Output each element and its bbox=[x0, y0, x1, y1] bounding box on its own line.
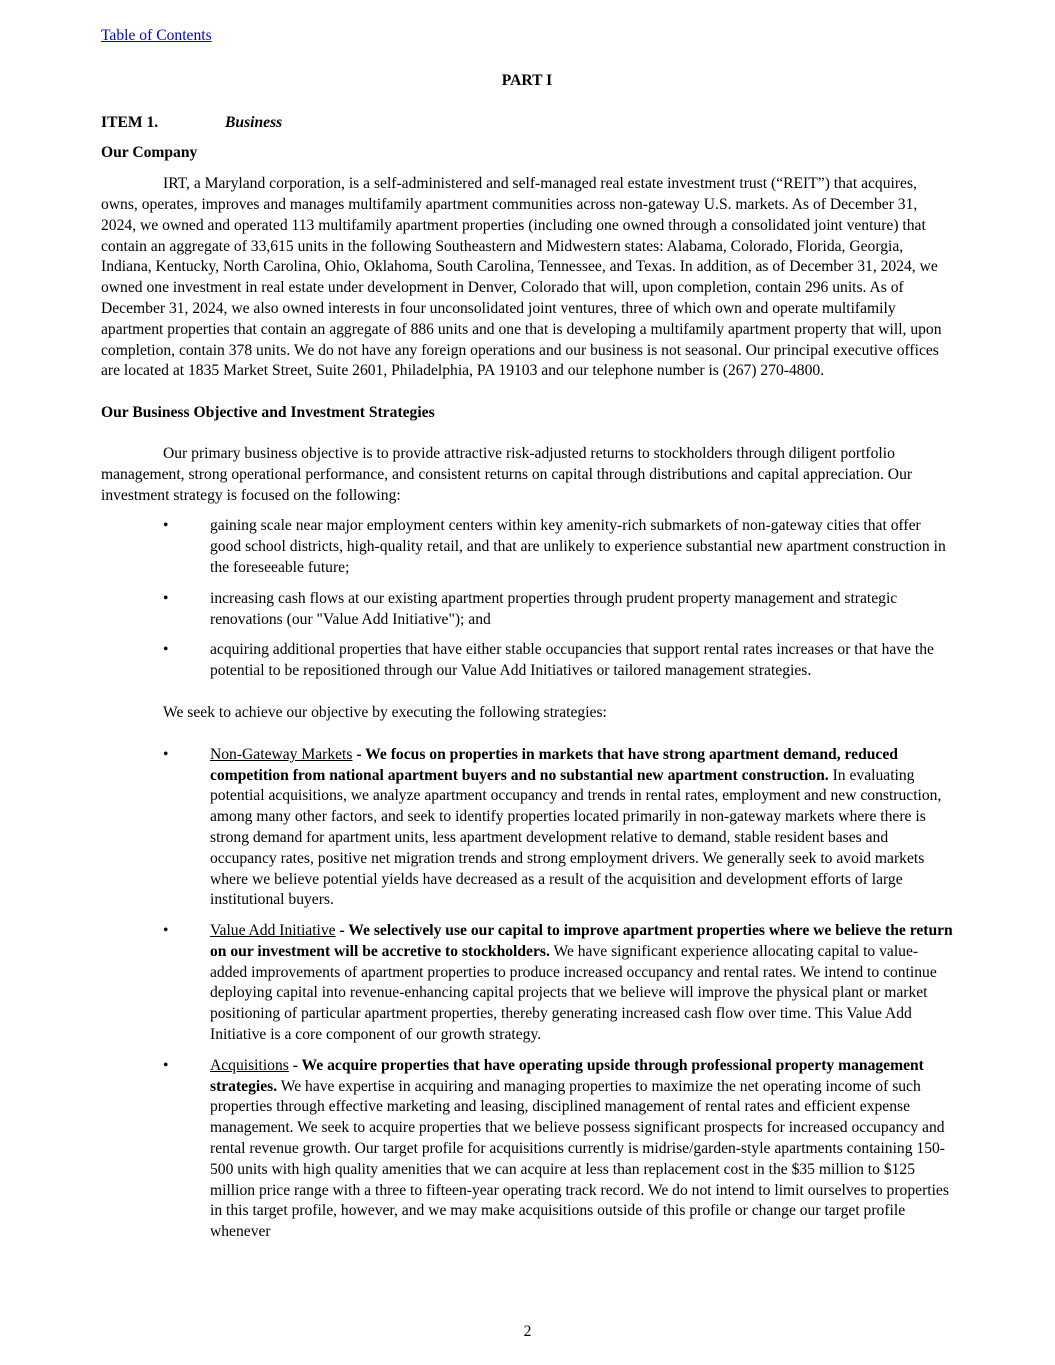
list-item bbox=[101, 640, 953, 682]
bullet: • bbox=[163, 1056, 169, 1074]
strategy-lead: - We selectively use our capital to improve apartment properties where we believe the return on our investment will be accretive to stockholders. bbox=[210, 922, 953, 960]
bullet: • bbox=[163, 589, 169, 607]
strategy-lead: - We focus on properties in markets that have strong apartment demand, reduced competition from national apartment buyers and no substantial new apartment construction. bbox=[210, 745, 898, 784]
strategy-item bbox=[101, 1056, 953, 1243]
bullet: • bbox=[163, 517, 169, 535]
table-of-contents-link[interactable]: Table of Contents bbox=[101, 27, 212, 44]
objective-paragraph: Our primary business objective is to provide attractive risk-adjusted returns to stockholders through diligent portfolio management, strong operational performance, and consistent returns on capital through distributions and capital appreciation. Our investment strategy is focused on the following: bbox=[101, 444, 913, 504]
bullet: • bbox=[163, 745, 169, 763]
strategy-name: Value Add Initiative bbox=[210, 922, 336, 940]
strategy-name: Non-Gateway Markets bbox=[210, 745, 353, 763]
strategy-body: We have expertise in acquiring and managing properties to maximize the net operating income of such properties through effective marketing and leasing, disciplined management of rental rates and efficient expense management. We seek to acquire properties that we believe possess significant prospects for increased occupancy and rental revenue growth. Our target profile for acquisitions currently is midrise/garden-style apartments containing 150-500 units with high quality amenities that we can acquire at less than replacement cost in the $35 million to $125 million price range with a three to fifteen-year operating track record. We do not intend to limit ourselves to properties in this target profile, however, and we may make acquisitions outside of this profile or change our target profile whenever bbox=[210, 1077, 949, 1241]
list-item-text: acquiring additional properties that have either stable occupancies that support rental rates increases or that have the potential to be repositioned through our Value Add Initiatives or tailored management strategies. bbox=[210, 641, 934, 680]
document-page bbox=[101, 26, 953, 1243]
list-item-text: increasing cash flows at our existing apartment properties through prudent property management and strategic renovations (our "Value Add Initiative"); and bbox=[210, 589, 898, 628]
strategy-item bbox=[101, 921, 953, 1046]
bullet: • bbox=[163, 641, 169, 659]
page-number: 2 bbox=[523, 1323, 532, 1340]
company-paragraph: IRT, a Maryland corporation, is a self-administered and self-managed real estate investment trust (“REIT”) that acquires, owns, operates, improves and manages multifamily apartment communities across non-gateway U.S. markets. As of December 31, 2024, we owned and operated 113 multifamily apartment properties (including one owned through a consolidated joint venture) that contain an aggregate of 33,615 units in the following Southeastern and Midwestern states: Alabama, Colorado, Florida, Georgia, Indiana, Kentucky, North Carolina, Ohio, Oklahoma, South Carolina, Tennessee, and Texas. In addition, as of December 31, 2024, we owned one investment in real estate under development in Denver, Colorado that will, upon completion, contain 296 units. As of December 31, 2024, we also owned interests in four unconsolidated joint ventures, three of which own and operate multifamily apartment properties that contain an aggregate of 886 units and one that is developing a multifamily apartment property that will, upon completion, contain 378 units. We do not have any foreign operations and our business is not seasonal. Our principal executive offices are located at 1835 Market Street, Suite 2601, Philadelphia, PA 19103 and our telephone number is (267) 270-4800. bbox=[101, 175, 942, 380]
list-item bbox=[101, 516, 953, 578]
section-heading-objective: Our Business Objective and Investment Strategies bbox=[101, 404, 435, 422]
item-number: ITEM 1. bbox=[101, 113, 159, 131]
part-heading: PART I bbox=[501, 71, 553, 89]
focus-list bbox=[101, 516, 953, 682]
strategy-body: In evaluating potential acquisitions, we analyze apartment occupancy and trends in rental rates, employment and new construction, among many other factors, and seek to identify properties located primarily in non-gateway markets where there is strong demand for apartment units, less apartment development relative to demand, stable resident bases and occupancy rates, positive net migration trends and strong employment drivers. We generally seek to avoid markets where we believe potential yields have decreased as a result of the acquisition and development efforts of large institutional buyers. bbox=[210, 766, 942, 909]
strategies-intro: We seek to achieve our objective by executing the following strategies: bbox=[163, 703, 607, 721]
section-heading-company: Our Company bbox=[101, 144, 198, 162]
strategy-lead: - We acquire properties that have operating upside through professional property management strategies. bbox=[210, 1056, 924, 1095]
item-heading bbox=[101, 113, 953, 134]
strategy-body: We have significant experience allocating capital to value-added improvements of apartment properties to produce increased occupancy and rental rates. We intend to continue deploying capital into revenue-enhancing capital projects that we believe will improve the physical plant or market positioning of particular apartment properties, thereby generating increased cash flow over time. This Value Add Initiative is a core component of our growth strategy. bbox=[210, 942, 937, 1044]
strategy-name: Acquisitions bbox=[210, 1056, 289, 1074]
bullet: • bbox=[163, 922, 169, 940]
item-title: Business bbox=[225, 113, 283, 131]
list-item-text: gaining scale near major employment centers within key amenity-rich submarkets of non-gateway cities that offer good school districts, high-quality retail, and that are unlikely to experience substantial new apartment construction in the foreseeable future; bbox=[210, 517, 946, 576]
list-item bbox=[101, 589, 953, 631]
strategy-item bbox=[101, 745, 953, 911]
strategy-list bbox=[101, 745, 953, 1243]
